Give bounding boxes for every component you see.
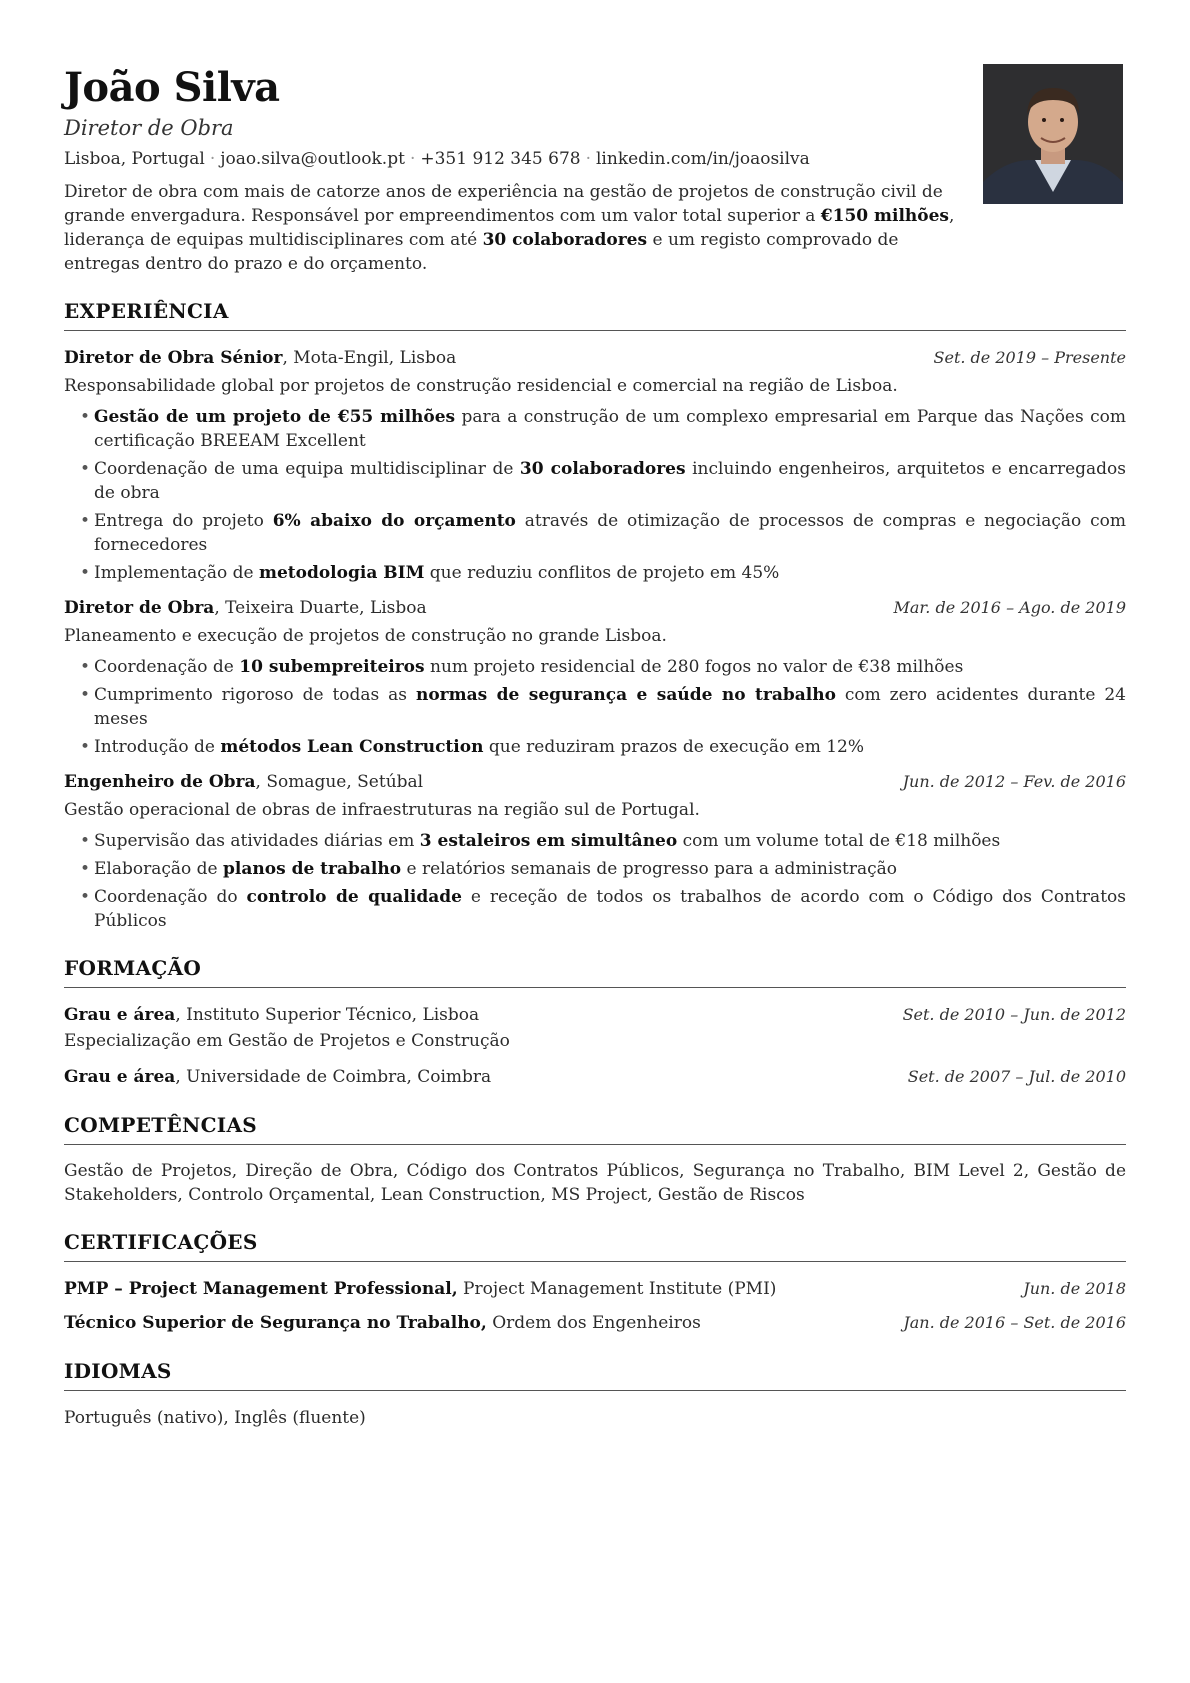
education-list (64, 1002, 1126, 1090)
text-run: Entrega do projeto (94, 511, 273, 531)
emphasis-text: 6% abaixo do orçamento (272, 511, 516, 531)
entry-header (64, 1002, 1126, 1028)
text-run: Coordenação do (94, 887, 247, 907)
emphasis-text: 3 estaleiros em simultâneo (419, 831, 678, 851)
entry-title (64, 595, 427, 621)
email-link[interactable]: joao.silva@outlook.pt (220, 149, 405, 169)
languages-list: Português (nativo), Inglês (fluente) (64, 1408, 366, 1428)
entry-title (64, 769, 423, 795)
separator: · (209, 149, 216, 169)
text-run: com um volume total de €18 milhões (677, 831, 1001, 851)
certification-entry (64, 1276, 1126, 1302)
contact-line (64, 146, 1126, 172)
date-range: Jun. de 2018 (1023, 1279, 1126, 1298)
text-run: Supervisão das atividades diárias em (94, 831, 420, 851)
entry-header (64, 1064, 1126, 1090)
section-title: EXPERIÊNCIA (64, 298, 1126, 331)
achievement-item (94, 829, 1126, 853)
text-run: através de otimização de processos de compras e negociação com fornecedores (94, 511, 1126, 555)
entry-header (64, 345, 1126, 371)
text-run: Introdução de (94, 737, 221, 757)
achievement-item (94, 683, 1126, 731)
text-run: e um registo comprovado de entregas dentro do prazo e do orçamento. (64, 230, 899, 274)
entry-header (64, 595, 1126, 621)
experience-entry (64, 769, 1126, 933)
emphasis-text: controlo de qualidade (246, 887, 462, 907)
position-title: Diretor de Obra Sénior (64, 348, 283, 368)
certification-entry (64, 1310, 1126, 1336)
text-run: Coordenação de uma equipa multidisciplinar de (94, 459, 520, 479)
location: Lisboa, Portugal (64, 149, 205, 169)
achievement-item (94, 457, 1126, 505)
achievement-item (94, 509, 1126, 557)
certification-title (64, 1276, 776, 1302)
emphasis-text: normas de segurança e saúde no trabalho (415, 685, 836, 705)
entry-title (64, 1002, 479, 1028)
emphasis-text: métodos Lean Construction (220, 737, 484, 757)
skills-list: Gestão de Projetos, Direção de Obra, Código dos Contratos Públicos, Segurança no Trabalho, BIM Level 2, Gestão de Stakeholders, Controlo Orçamental, Lean Construction, MS Project, Gestão de Riscos (64, 1161, 1126, 1205)
degree-title: Grau e área (64, 1005, 176, 1025)
achievement-item (94, 857, 1126, 881)
certification-name: PMP – Project Management Professional, (64, 1279, 458, 1299)
text-run: Cumprimento rigoroso de todas as (94, 685, 416, 705)
text-run: Elaboração de (94, 859, 224, 879)
certifications-list (64, 1276, 1126, 1336)
achievement-list (64, 405, 1126, 585)
emphasis-text: Gestão de um projeto de €55 milhões (94, 407, 456, 427)
linkedin-link[interactable]: linkedin.com/in/joaosilva (596, 149, 810, 169)
text-run: que reduziram prazos de execução em 12% (483, 737, 865, 757)
employer: , Teixeira Duarte, Lisboa (214, 598, 427, 618)
entry-description: Responsabilidade global por projetos de construção residencial e comercial na região de Lisboa. (64, 376, 898, 396)
date-range: Set. de 2019 – Presente (933, 348, 1126, 367)
date-range: Jun. de 2012 – Fev. de 2016 (902, 772, 1126, 791)
achievement-item (94, 405, 1126, 453)
institution: , Instituto Superior Técnico, Lisboa (175, 1005, 480, 1025)
emphasis-text: 30 colaboradores (519, 459, 686, 479)
job-title: Diretor de Obra (64, 116, 234, 140)
education-section (64, 955, 1126, 1090)
position-title: Diretor de Obra (64, 598, 215, 618)
text-run: incluindo engenheiros, arquitetos e encarregados de obra (94, 459, 1126, 503)
skills-section (64, 1112, 1126, 1207)
phone-number[interactable]: +351 912 345 678 (420, 149, 581, 169)
achievement-item (94, 735, 1126, 759)
text-run: e receção de todos os trabalhos de acordo com o Código dos Contratos Públicos (94, 887, 1126, 931)
date-range: Set. de 2010 – Jun. de 2012 (902, 1005, 1126, 1024)
experience-entry (64, 595, 1126, 759)
institution: , Universidade de Coimbra, Coimbra (175, 1067, 492, 1087)
text-run: que reduziu conflitos de projeto em 45% (424, 563, 780, 583)
experience-list (64, 345, 1126, 933)
position-title: Engenheiro de Obra (64, 772, 256, 792)
person-name: João Silva (64, 64, 280, 111)
emphasis-text: 10 subempreiteiros (239, 657, 425, 677)
entry-title (64, 1064, 491, 1090)
emphasis-text: metodologia BIM (258, 563, 425, 583)
emphasis-text: planos de trabalho (223, 859, 402, 879)
entry-description: Gestão operacional de obras de infraestruturas na região sul de Portugal. (64, 800, 700, 820)
issuer: Project Management Institute (PMI) (457, 1279, 777, 1299)
text-run: com zero acidentes durante 24 meses (94, 685, 1126, 729)
education-entry (64, 1064, 1126, 1090)
text-run: Diretor de obra com mais de catorze anos de experiência na gestão de projetos de construção civil de grande envergadura. Responsável por empreendimentos com um valor total superior a (64, 182, 943, 226)
experience-entry (64, 345, 1126, 585)
achievement-list (64, 829, 1126, 933)
date-range: Mar. de 2016 – Ago. de 2019 (893, 598, 1126, 617)
separator: · (409, 149, 416, 169)
experience-section (64, 298, 1126, 933)
profile-summary (64, 180, 964, 276)
certifications-section (64, 1229, 1126, 1336)
section-title: COMPETÊNCIAS (64, 1112, 1126, 1145)
education-entry (64, 1002, 1126, 1054)
employer: , Somague, Setúbal (255, 772, 424, 792)
languages-section (64, 1358, 1126, 1431)
text-run: Implementação de (94, 563, 259, 583)
achievement-item (94, 561, 1126, 585)
degree-title: Grau e área (64, 1067, 176, 1087)
employer: , Mota-Engil, Lisboa (282, 348, 457, 368)
entry-title (64, 345, 456, 371)
entry-description: Planeamento e execução de projetos de construção no grande Lisboa. (64, 626, 667, 646)
text-run: e relatórios semanais de progresso para a administração (401, 859, 898, 879)
section-title: CERTIFICAÇÕES (64, 1229, 1126, 1262)
header (64, 64, 1126, 276)
emphasis-text: 30 colaboradores (482, 230, 648, 250)
certification-name: Técnico Superior de Segurança no Trabalho, (64, 1313, 487, 1333)
section-title: FORMAÇÃO (64, 955, 1126, 988)
text-run: para a construção de um complexo empresarial em Parque das Nações com certificação BREEAM Excellent (94, 407, 1126, 451)
profile-photo (983, 64, 1123, 204)
achievement-item (94, 885, 1126, 933)
date-range: Jan. de 2016 – Set. de 2016 (903, 1313, 1126, 1332)
specialization: Especialização em Gestão de Projetos e Construção (64, 1031, 510, 1051)
achievement-item (94, 655, 1126, 679)
date-range: Set. de 2007 – Jul. de 2010 (907, 1067, 1126, 1086)
achievement-list (64, 655, 1126, 759)
section-title: IDIOMAS (64, 1358, 1126, 1391)
emphasis-text: €150 milhões (820, 206, 950, 226)
text-run: Coordenação de (94, 657, 240, 677)
issuer: Ordem dos Engenheiros (486, 1313, 701, 1333)
entry-header (64, 769, 1126, 795)
text-run: , liderança de equipas multidisciplinares com até (64, 206, 955, 250)
text-run: num projeto residencial de 280 fogos no valor de €38 milhões (424, 657, 964, 677)
separator: · (585, 149, 591, 169)
certification-title (64, 1310, 701, 1336)
portrait-image (983, 64, 1123, 204)
